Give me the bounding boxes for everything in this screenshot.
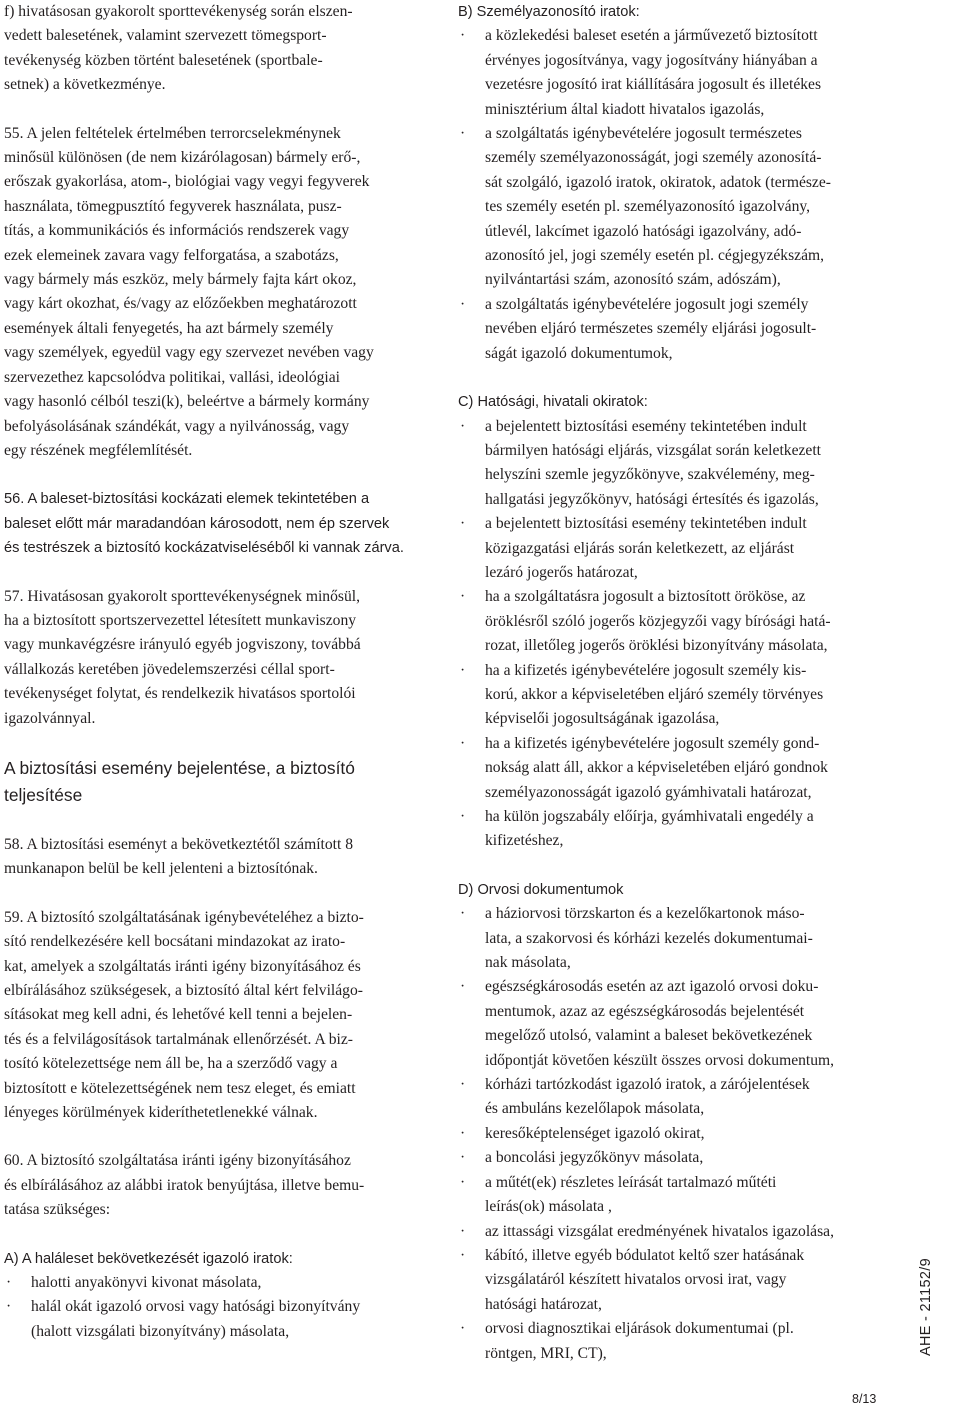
list-item: · halotti anyakönyvi kivonat másolata,	[4, 1271, 428, 1295]
bullet-icon: ·	[460, 515, 466, 533]
list-item: · a műtét(ek) részletes leírását tartalmazó műtéti leírás(ok) másolata ,	[458, 1171, 882, 1220]
group-a-heading: A) A haláleset bekövetkezését igazoló iratok:	[4, 1250, 293, 1267]
group-b-heading: B) Személyazonosító iratok:	[458, 4, 640, 20]
list-item: · keresőképtelenséget igazoló okirat,	[458, 1122, 882, 1146]
list-item: · a bejelentett biztosítási esemény tekintetében indult közigazgatási eljárás során keletkezett, az eljárást lezáró jogerős határozat,	[458, 512, 882, 585]
page-number: 8/13	[852, 1392, 877, 1406]
list-item: · a boncolási jegyzőkönyv másolata,	[458, 1146, 882, 1170]
paragraph-56: 56. A baleset-biztosítási kockázati elemek tekintetében a baleset előtt már maradandóan károsodott, nem ép szervek és testrészek a biztosító kockázatviseléséből ki vannak zárva.	[4, 491, 404, 557]
paragraph-59: 59. A biztosító szolgáltatásának igénybevételéhez a bizto- sító rendelkezésére kell bocsátani mindazokat az irato- kat, amelyek a szolgáltatás iránti igény bizonyításához és elbírálásához szükségesek, a biztosító által kért felvilágo- sításokat meg kell adni, és lehetővé kell tenni a bejelen- tés és a felvilágosítások tartalmának ellenőrzését. A biz- tosító kötelezettsége nem áll be, ha a szerződő vagy a biztosított e kötelezettségének nem tesz eleget, és emiatt lényeges körülmények kideríthetetlenekké válnak.	[4, 908, 364, 1122]
list-item: · az ittassági vizsgálat eredményének hivatalos igazolása,	[458, 1220, 882, 1244]
paragraph-60: 60. A biztosító szolgáltatása iránti igény bizonyításához és elbírálásához az alábbi iratok benyújtása, illetve bemu- tatása szükséges:	[4, 1152, 365, 1219]
bullet-icon: ·	[460, 808, 466, 825]
bullet-icon: ·	[460, 295, 466, 313]
bullet-icon: ·	[460, 1124, 466, 1142]
bullet-icon: ·	[460, 734, 466, 752]
left-column	[4, 0, 428, 1344]
list-item: · ha külön jogszabály előírja, gyámhivatali engedély a kifizetéshez,	[458, 805, 882, 854]
paragraph-58: 58. A biztosítási eseményt a bekövetkeztétől számított 8 munkanapon belül be kell jelenteni a biztosítónak.	[4, 835, 354, 878]
bullet-icon: ·	[460, 1320, 466, 1338]
document-code: AHE - 21152/9	[918, 1258, 934, 1356]
list-item: · a szolgáltatás igénybevételére jogosult természetes személy személyazonosságát, jogi személy azonosítá- sát szolgáló, igazoló iratok, okiratok, adatok (természe- tes személy esetén pl. személyazonosító igazolvány, útlevél, lakcímet igazoló hatósági igazolvány, adó- azonosító jel, jogi személy esetén pl. cégjegyzékszám, nyilvántartási szám, azonosító szám, adószám),	[458, 122, 882, 293]
list-item: · a szolgáltatás igénybevételére jogosult jogi személy nevében eljáró természetes személy eljárási jogosult- ságát igazoló dokumentumok,	[458, 293, 882, 366]
list-item: · a háziorvosi törzskarton és a kezelőkartonok máso- lata, a szakorvosi és kórházi kezelés dokumentumai- nak másolata,	[458, 902, 882, 975]
list-item: · ha a kifizetés igénybevételére jogosult személy kis- korú, akkor a képviseletében eljáró személy törvényes képviselői jogosultságának igazolása,	[458, 659, 882, 732]
group-c	[458, 390, 882, 854]
group-a	[4, 1247, 428, 1345]
bullet-icon: ·	[460, 1076, 466, 1094]
section-title: A biztosítási esemény bejelentése, a biztosító teljesítése	[4, 757, 355, 805]
list-item: · a bejelentett biztosítási esemény tekintetében indult bármilyen hatósági eljárás, vizsgálat során keletkezett helyszíni szemle jegyzőkönyve, szakvélemény, meg- hallgatási jegyzőkönyv, hatósági értesítés és igazolás,	[458, 415, 882, 513]
list-item: · kábító, illetve egyéb bódulatot keltő szer hatásának vizsgálatáról készített hivatalos orvosi irat, vagy hatósági határozat,	[458, 1244, 882, 1317]
bullet-icon: ·	[460, 417, 466, 435]
group-d	[458, 878, 882, 1366]
group-c-heading: C) Hatósági, hivatali okiratok:	[458, 394, 648, 411]
item-f: f) hivatásosan gyakorolt sporttevékenység során elszen- vedett balesetének, valamint szervezett tömegsport- tevékenység közben történt balesetének (sportbale- setnek) a következménye.	[4, 3, 353, 94]
paragraph-55: 55. A jelen feltételek értelmében terrorcselekménynek minősül különösen (de nem kizárólagosan) bármely erő-, erőszak gyakorlása, atom-, biológiai vagy vegyi fegyverek használata, tömegpusztító fegyverek használata, pusz- títás, a kommunikációs és információs rendszerek vagy ezek elemeinek zavara vagy felforgatása, a szabotázs, vagy bármely más eszköz, mely bármely fajta kárt okoz, vagy kárt okozhat, és/vagy az előzőekben meghatározott események általi fenyegetés, ha azt bármely személy vagy személyek, egyedül vagy egy szervezet nevében vagy szervezethez kapcsolódva politikai, vallási, ideológiai vagy hasonló célból teszi(k), beleértve a bármely kormány befolyásolásának szándékát, vagy a nyilvánosság, vagy egy részének megfélemlítését.	[4, 124, 374, 459]
bullet-icon: ·	[6, 1274, 12, 1292]
list-item: · kórházi tartózkodást igazoló iratok, a zárójelentések és ambuláns kezelőlapok másolata,	[458, 1073, 882, 1122]
list-item: · orvosi diagnosztikai eljárások dokumentumai (pl. röntgen, MRI, CT),	[458, 1317, 882, 1366]
bullet-icon: ·	[460, 978, 466, 996]
group-d-heading: D) Orvosi dokumentumok	[458, 881, 624, 898]
bullet-icon: ·	[460, 27, 466, 45]
bullet-icon: ·	[460, 588, 466, 606]
bullet-icon: ·	[460, 905, 466, 923]
bullet-icon: ·	[460, 1173, 466, 1191]
bullet-icon: ·	[460, 125, 466, 143]
bullet-icon: ·	[460, 1222, 466, 1240]
right-column	[458, 0, 882, 1366]
list-item: · halál okát igazoló orvosi vagy hatósági bizonyítvány (halott vizsgálati bizonyítvány) másolata,	[4, 1295, 428, 1344]
list-item: · egészségkárosodás esetén az azt igazoló orvosi doku- mentumok, azaz az egészségkárosodás bejelentését megelőző utolsó, valamint a baleset bekövetkezének időpontját követően készült összes orvosi dokumentum,	[458, 975, 882, 1073]
bullet-icon: ·	[460, 1246, 466, 1264]
list-item: · ha a szolgáltatásra jogosult a biztosított örököse, az öröklésről szóló jogerős közjegyzői vagy bírósági hatá- rozat, illetőleg jogerős öröklési bizonyítvány másolata,	[458, 585, 882, 658]
paragraph-57: 57. Hivatásosan gyakorolt sporttevékenységnek minősül, ha a biztosított sportszervezettel létesített munkaviszony vagy munkavégzésre irányuló egyéb jogviszony, továbbá vállalkozás keretében jövedelemszerzési céllal sport- tevékenységet folytat, és rendelkezik hivatásos sportolói igazolvánnyal.	[4, 587, 361, 727]
bullet-icon: ·	[460, 661, 466, 679]
list-item: · a közlekedési baleset esetén a járművezető biztosított érvényes jogosítványa, vagy jogosítvány hiányában a vezetésre jogosító irat kiállítására jogosult és illetékes minisztérium által kiadott hivatalos igazolás,	[458, 24, 882, 122]
list-item: · ha a kifizetés igénybevételére jogosult személy gond- nokság alatt áll, akkor a képviseletében eljáró gondnok személyazonosságát igazoló gyámhivatali határozat,	[458, 732, 882, 805]
group-b	[458, 0, 882, 366]
bullet-icon: ·	[6, 1298, 12, 1316]
bullet-icon: ·	[460, 1149, 466, 1167]
